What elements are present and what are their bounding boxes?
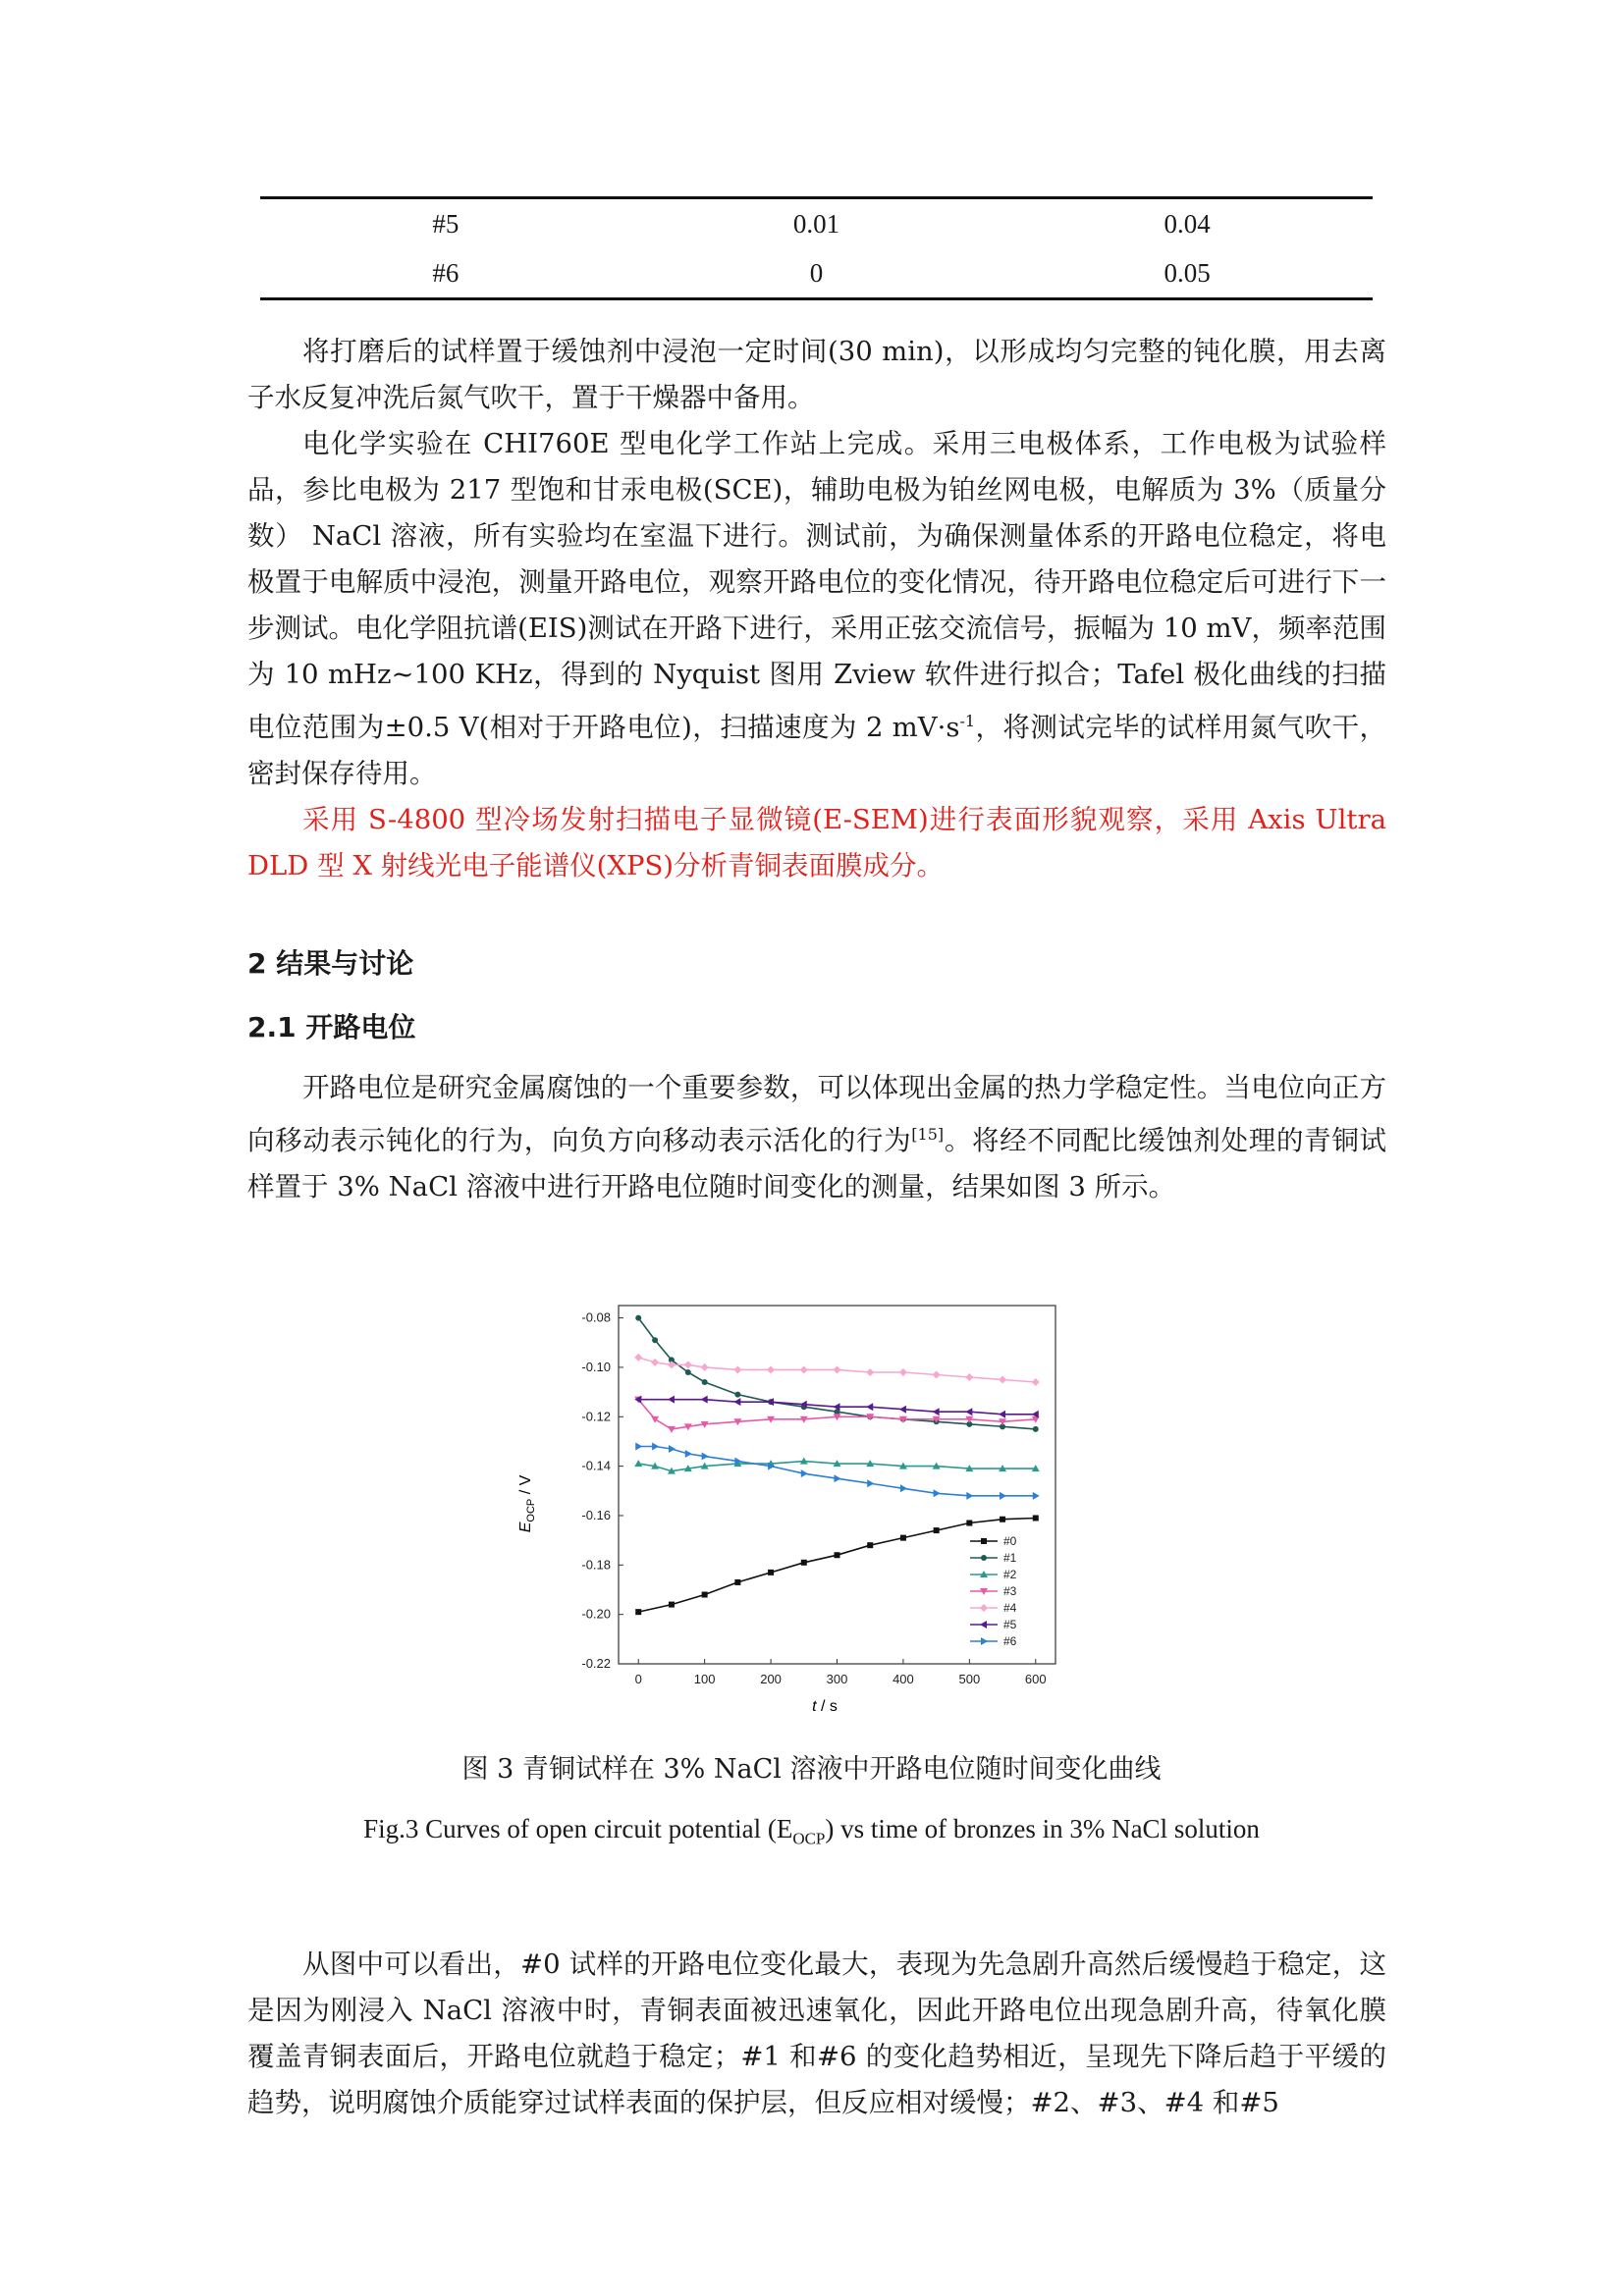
paragraph-electrochem-tail: ，将测试完毕的试样用氮气吹干，密封保存待用。 <box>247 712 1386 790</box>
discussion-text <box>247 1942 1386 2126</box>
x-tick-label: 200 <box>760 1672 782 1686</box>
data-point <box>999 1411 1005 1418</box>
inhibitor-ratio-table <box>260 196 1373 300</box>
ocp-chart <box>501 1286 1080 1728</box>
table-cell: #5 <box>432 208 460 239</box>
legend-entry <box>970 1568 1017 1581</box>
data-point <box>702 1379 708 1385</box>
citation-ref: [15] <box>911 1125 945 1144</box>
paragraph-immersion: 将打磨后的试样置于缓蚀剂中浸泡一定时间(30 min)，以形成均匀完整的钝化膜，用去离子水反复冲洗后氮气吹干，置于干燥器中备用。 <box>247 336 1386 413</box>
data-point <box>933 1370 941 1378</box>
series-line <box>638 1519 1036 1613</box>
data-point <box>702 1592 708 1598</box>
series-n0 <box>635 1515 1039 1615</box>
paragraph-discussion: 从图中可以看出，#0 试样的开路电位变化最大，表现为先急剧升高然后缓慢趋于稳定，这是因为刚浸入 NaCl 溶液中时，青铜表面被迅速氧化，因此开路电位出现急剧升高，待氧化膜覆盖青铜表面后，开路电位就趋于稳定；#1 和#6 的变化趋势相近，呈现先下降后趋于平缓的趋势，说明腐蚀介质能穿过试样表面的保护层，但反应相对缓慢；#2、#3、#4 和#5 <box>247 1949 1386 2118</box>
data-point <box>801 1560 807 1566</box>
data-point <box>980 1604 988 1612</box>
data-point <box>801 1469 808 1477</box>
data-point <box>733 1365 741 1373</box>
legend-label: #3 <box>1003 1584 1017 1598</box>
data-point <box>866 1368 874 1376</box>
y-axis-label: $E_{OCP}$ / V <box>517 1474 537 1533</box>
x-tick-label: 300 <box>826 1672 848 1686</box>
legend-label: #4 <box>1003 1601 1017 1615</box>
data-point <box>684 1361 692 1368</box>
legend-entry <box>970 1634 1017 1648</box>
x-tick-label: 100 <box>693 1672 716 1686</box>
data-point <box>965 1373 973 1381</box>
data-point <box>981 1555 987 1561</box>
data-point <box>800 1365 808 1373</box>
series-n4 <box>634 1354 1040 1386</box>
paragraph-surface-analysis: 采用 S-4800 型冷场发射扫描电子显微镜(E-SEM)进行表面形貌观察，采用 Axis Ultra DLD 型 X 射线光电子能谱仪(XPS)分析青铜表面膜成分。 <box>247 804 1386 882</box>
table-cell: 0.01 <box>792 208 840 239</box>
paragraph-electrochem-text: 电化学实验在 CHI760E 型电化学工作站上完成。采用三电极体系，工作电极为试验样品，参比电极为 217 型饱和甘汞电极(SCE)，辅助电极为铂丝网电极，电解质为 3%（质量分数） NaCl 溶液，所有实验均在室温下进行。测试前，为确保测量体系的开路电位稳定，将电极置于电解质中浸泡，测量开路电位，观察开路电位的变化情况，待开路电位稳定后可进行下一步测试。电化学阻抗谱(EIS)测试在开路下进行，采用正弦交流信号，振幅为 10 mV，频率范围为 10 mHz~100 KHz，得到的 Nyquist 图用 Zview 软件进行拟合；Tafel 极化曲线的扫描电位范围为±0.5 V(相对于开路电位)，扫描速度为 2 mV·s <box>247 428 1386 744</box>
x-tick-label: 600 <box>1024 1672 1047 1686</box>
data-point <box>685 1450 692 1458</box>
data-point <box>981 1637 988 1645</box>
data-point <box>701 1363 709 1371</box>
y-tick-label: -0.18 <box>581 1557 611 1573</box>
paragraph-ocp-intro <box>247 1065 1386 1210</box>
caption-en-text: Fig.3 Curves of open circuit potential (E <box>363 1814 793 1843</box>
y-tick-label: -0.16 <box>581 1507 611 1522</box>
x-axis-label: t / s <box>812 1698 838 1715</box>
legend-label: #1 <box>1003 1551 1017 1565</box>
data-point <box>966 1521 972 1526</box>
paragraph-ocp-tail: 。将经不同配比缓蚀剂处理的青铜试样置于 3% NaCl 溶液中进行开路电位随时间变化的测量，结果如图 3 所示。 <box>247 1125 1387 1203</box>
caption-en-tail: ) vs time of bronzes in 3% NaCl solution <box>825 1814 1260 1843</box>
data-point <box>733 1398 740 1406</box>
legend-entry <box>970 1534 1017 1548</box>
data-point <box>999 1376 1006 1384</box>
data-point <box>701 1396 708 1404</box>
y-tick-label: -0.08 <box>581 1309 611 1325</box>
data-point <box>685 1369 691 1375</box>
data-point <box>634 1354 642 1362</box>
paragraph-electrochem <box>247 421 1386 797</box>
legend-label: #2 <box>1003 1568 1017 1581</box>
table-row <box>260 248 1373 297</box>
data-point <box>702 1453 709 1461</box>
data-point <box>835 1474 841 1482</box>
data-point <box>651 1359 659 1366</box>
plot-frame <box>619 1306 1055 1664</box>
figure-caption-en <box>0 1814 1623 1848</box>
legend-label: #0 <box>1003 1534 1017 1548</box>
legend-entry <box>970 1601 1017 1615</box>
caption-en-subscript: OCP <box>792 1829 826 1848</box>
data-point <box>734 1392 740 1398</box>
table-cell: 0 <box>809 257 824 288</box>
data-point <box>981 1538 987 1544</box>
chart-series <box>634 1315 1040 1616</box>
data-point <box>652 1442 659 1450</box>
data-point <box>669 1445 676 1453</box>
legend-label: #5 <box>1003 1618 1017 1631</box>
data-point <box>835 1552 840 1558</box>
data-point <box>900 1535 906 1541</box>
series-n3 <box>634 1397 1040 1433</box>
data-point <box>867 1479 874 1487</box>
data-point <box>1000 1517 1005 1522</box>
x-tick-label: 500 <box>958 1672 981 1686</box>
section-heading: 2 结果与讨论 <box>247 947 414 980</box>
x-tick-label: 0 <box>634 1672 642 1686</box>
series-line <box>638 1447 1036 1496</box>
data-point <box>767 1365 775 1373</box>
y-tick-label: -0.22 <box>581 1656 611 1671</box>
unit-superscript: -1 <box>959 712 976 730</box>
data-point <box>966 1492 973 1500</box>
data-point <box>980 1621 987 1629</box>
data-point <box>866 1403 873 1411</box>
subsection-heading: 2.1 开路电位 <box>247 1011 416 1043</box>
data-point <box>934 1489 941 1497</box>
paragraph-ocp-text: 开路电位是研究金属腐蚀的一个重要参数，可以体现出金属的热力学稳定性。当电位向正方向移动表示钝化的行为，向负方向移动表示活化的行为 <box>247 1072 1386 1157</box>
y-tick-label: -0.12 <box>581 1409 611 1424</box>
data-point <box>734 1579 740 1585</box>
data-point <box>668 1396 675 1404</box>
chart-legend <box>970 1534 1017 1648</box>
methods-text <box>247 329 1386 889</box>
y-tick-label: -0.20 <box>581 1606 611 1622</box>
data-point <box>900 1484 907 1492</box>
legend-entry <box>970 1584 1017 1598</box>
data-point <box>1032 1378 1040 1386</box>
figure-caption-cn: 图 3 青铜试样在 3% NaCl 溶液中开路电位随时间变化曲线 <box>461 1754 1162 1785</box>
data-point <box>668 1426 676 1433</box>
data-point <box>635 1315 641 1321</box>
series-n6 <box>635 1442 1040 1499</box>
series-n2 <box>634 1458 1040 1474</box>
data-point <box>934 1527 940 1533</box>
data-point <box>1033 1426 1039 1432</box>
x-tick-label: 400 <box>893 1672 914 1686</box>
data-point <box>965 1408 972 1415</box>
data-point <box>635 1442 642 1450</box>
data-point <box>651 1416 659 1423</box>
ocp-chart-svg <box>501 1286 1080 1728</box>
table-cell: #6 <box>432 257 460 288</box>
data-point <box>669 1602 675 1608</box>
legend-entry <box>970 1551 1017 1565</box>
table-bottom-rule <box>260 297 1373 300</box>
data-point <box>1033 1492 1040 1500</box>
ocp-intro-text <box>247 1065 1386 1210</box>
legend-label: #6 <box>1003 1634 1017 1648</box>
data-point <box>634 1460 642 1467</box>
data-point <box>768 1570 774 1575</box>
data-point <box>867 1542 873 1548</box>
legend-entry <box>970 1618 1017 1631</box>
y-tick-label: -0.10 <box>581 1359 611 1374</box>
data-point <box>933 1408 940 1415</box>
data-point <box>834 1365 841 1373</box>
data-point <box>652 1337 658 1343</box>
data-point <box>899 1368 907 1376</box>
data-point <box>1033 1515 1039 1521</box>
table-row <box>260 199 1373 248</box>
y-tick-label: -0.14 <box>581 1458 611 1473</box>
data-point <box>635 1609 641 1615</box>
data-point <box>899 1406 906 1414</box>
table-cell: 0.05 <box>1163 257 1211 288</box>
table-cell: 0.04 <box>1163 208 1211 239</box>
data-point <box>1000 1492 1006 1500</box>
